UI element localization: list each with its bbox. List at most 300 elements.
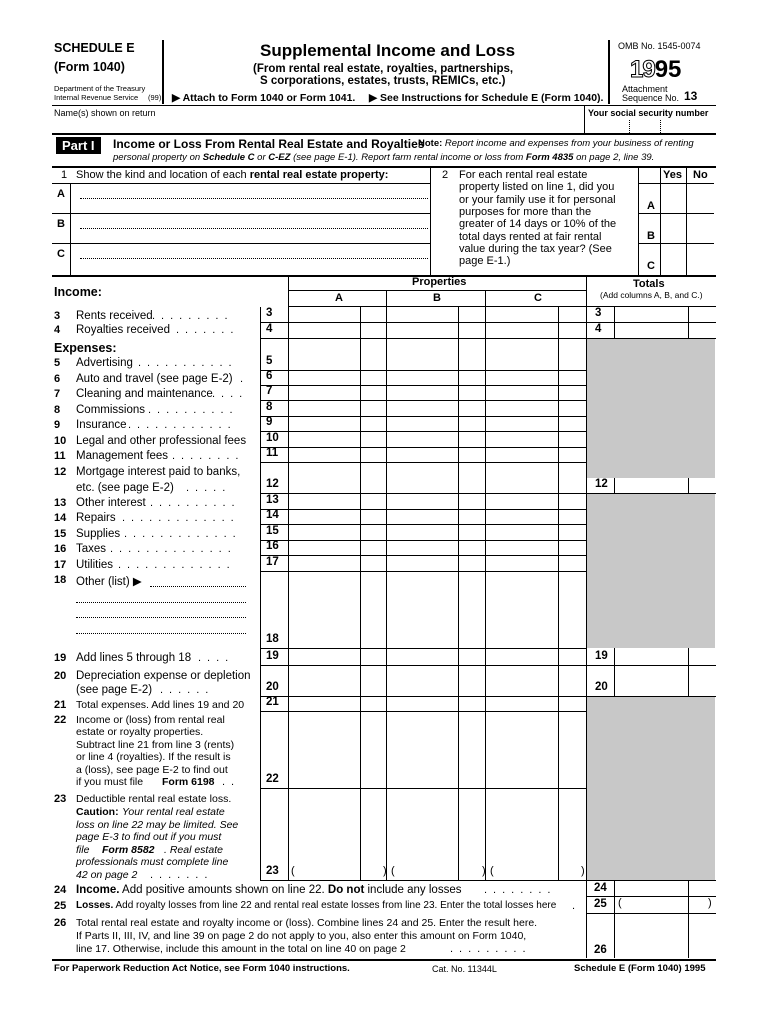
line3-col-a-field[interactable] <box>289 307 385 321</box>
line17-box-num: 17 <box>266 556 279 568</box>
line7-col-a-field[interactable] <box>289 385 385 399</box>
line14-label <box>76 512 116 524</box>
line21-label: Total expenses. Add lines 19 and 20 <box>76 699 245 711</box>
line2-num: 2 <box>442 169 449 181</box>
line5-col-b-field[interactable] <box>387 354 483 369</box>
leader-dots: ........ <box>484 884 557 896</box>
line4-totals-num: 4 <box>595 323 602 335</box>
leader-dots: ............. <box>122 512 240 524</box>
expenses-heading: Expenses: <box>54 341 117 355</box>
line10-col-b-field[interactable] <box>387 431 483 446</box>
line2-text-line: For each rental real estate <box>459 169 588 181</box>
see-instructions: ▶ See Instructions for Schedule E (Form 1040). <box>369 92 604 104</box>
line10-box-num: 10 <box>266 432 279 444</box>
income-heading: Income: <box>54 285 102 299</box>
col-b-heading: B <box>433 292 441 304</box>
line14-label-text: Repairs <box>76 512 116 524</box>
line23-form8582: Form 8582 <box>102 843 155 856</box>
ssn-field[interactable] <box>588 120 714 134</box>
form-subtitle-2: S corporations, estates, trusts, REMICs, etc.) <box>260 75 506 87</box>
line17-num: 17 <box>54 559 67 571</box>
line12-col-c-field[interactable] <box>486 462 582 492</box>
line15-label-text: Supplies <box>76 528 121 540</box>
line20-totals-field[interactable] <box>615 665 714 695</box>
line2-prop-a-yes[interactable] <box>661 184 685 212</box>
line23-line-4: file <box>76 843 90 856</box>
line20-num: 20 <box>54 670 67 682</box>
line12-col-b-field[interactable] <box>387 462 483 492</box>
line8-label-text: Commissions <box>76 404 146 416</box>
line17-col-c-field[interactable] <box>486 555 582 570</box>
note-line2-a: personal property on <box>113 152 201 163</box>
line25-paren-open: ( <box>618 897 622 909</box>
form-id-footer: Schedule E (Form 1040) 1995 <box>574 963 706 974</box>
line11-col-c-field[interactable] <box>486 447 582 461</box>
line22-text-line: a (loss), see page E-2 to find out <box>76 763 228 776</box>
line3-box-num: 3 <box>266 307 273 319</box>
line9-label <box>76 419 127 431</box>
line23-line-3: page E-3 to find out if you must <box>76 831 222 843</box>
line2-text-line: or your family use it for personal <box>459 193 616 206</box>
line2-prop-c-no[interactable] <box>687 244 714 272</box>
line17-col-a-field[interactable] <box>289 555 385 570</box>
line17-label-text: Utilities <box>76 559 114 571</box>
line10-label <box>76 435 246 447</box>
line8-col-b-field[interactable] <box>387 400 483 415</box>
names-field[interactable] <box>54 120 574 134</box>
note-c-ez: C-EZ <box>268 152 291 163</box>
line26-box-num: 26 <box>594 944 607 956</box>
line4-label <box>76 324 170 336</box>
leader-dots: ......... <box>152 310 234 322</box>
line17-label <box>76 559 113 571</box>
line19-col-b-field[interactable] <box>387 648 483 664</box>
line22-text-line: or line 4 (royalties). If the result is <box>76 751 231 764</box>
line21-box-num: 21 <box>266 696 279 708</box>
line2-prop-a-no[interactable] <box>687 184 714 212</box>
line22-text-line: estate or royalty properties. <box>76 726 204 739</box>
line2-text-line: total days rented at fair rental <box>459 230 602 243</box>
line8-col-a-field[interactable] <box>289 400 385 415</box>
form-number: (Form 1040) <box>54 60 125 74</box>
line14-col-a-field[interactable] <box>289 509 385 523</box>
leader-dots: .............. <box>110 543 237 555</box>
line18-label: Other (list) ▶ <box>76 576 142 588</box>
line23-line-1: Your rental real estate <box>122 806 225 818</box>
line15-col-b-field[interactable] <box>387 524 483 539</box>
line9-col-a-field[interactable] <box>289 416 385 430</box>
line16-col-b-field[interactable] <box>387 540 483 554</box>
line26-text-line: If Parts II, III, IV, and line 39 on page 2 do not apply to you, also enter this amount on Form 1040, <box>76 930 527 942</box>
line23-rest: . Real estate <box>164 843 223 856</box>
tax-year-suffix: 95 <box>654 56 682 83</box>
line2-prop-a-label: A <box>647 200 655 212</box>
line13-label-text: Other interest <box>76 497 146 509</box>
line23-box-num: 23 <box>266 865 279 877</box>
part-note <box>418 139 694 150</box>
note-sched-c: Schedule C <box>202 152 255 163</box>
line11-num: 11 <box>54 450 66 462</box>
line14-col-c-field[interactable] <box>486 509 582 523</box>
line3-col-c-field[interactable] <box>486 307 582 321</box>
line1-row-rule <box>52 243 430 244</box>
line13-num: 13 <box>54 497 67 509</box>
line8-num: 8 <box>54 404 61 416</box>
line23-num: 23 <box>54 793 67 805</box>
line3-num: 3 <box>54 310 61 322</box>
line11-label <box>76 450 168 462</box>
leader-dots: . <box>572 900 576 912</box>
leader-dots: ........... <box>138 357 238 369</box>
line23-caution: Caution: <box>76 806 119 818</box>
dept-code: (99) <box>148 93 162 102</box>
line2-text-line: value during the tax year? (See <box>459 242 612 255</box>
ssn-label: Your social security number <box>588 108 709 118</box>
line18-field-1[interactable] <box>150 586 246 587</box>
part-title: Income or Loss From Rental Real Estate and Royalties <box>113 137 425 151</box>
line19-box-num: 19 <box>266 650 279 662</box>
totals-shaded-block <box>587 338 715 478</box>
line8-col-c-field[interactable] <box>486 400 582 415</box>
dept-irs: Internal Revenue Service <box>54 93 139 102</box>
header-rule <box>52 105 716 106</box>
line16-col-c-field[interactable] <box>486 540 582 554</box>
line18-field-extra[interactable] <box>76 602 246 603</box>
line4-col-b-field[interactable] <box>387 322 483 337</box>
line16-num: 16 <box>54 543 67 555</box>
leader-dots: .......... <box>148 404 239 416</box>
note-text: Report income and expenses from your business of renting <box>444 138 694 149</box>
line3-totals-field[interactable] <box>615 307 714 321</box>
note-line2-c: on page 2, line 39. <box>576 152 655 163</box>
leader-dots: ........ <box>172 450 245 462</box>
line9-label-text: Insurance <box>76 419 127 431</box>
line23-paren: ( <box>291 865 295 877</box>
line12-col-a-field[interactable] <box>289 462 385 492</box>
part-note-line2 <box>113 153 654 164</box>
line7-box-num: 7 <box>266 385 273 397</box>
line20-col-b-field[interactable] <box>387 665 483 695</box>
line24-num: 24 <box>54 884 67 896</box>
line17-col-b-field[interactable] <box>387 555 483 570</box>
line2-prop-b-label: B <box>647 230 655 242</box>
line20-col-c-field[interactable] <box>486 665 582 695</box>
line2-prop-c-yes[interactable] <box>661 244 685 272</box>
line24-label-text: Add positive amounts shown on line 22. <box>122 884 325 896</box>
line11-label-text: Management fees <box>76 450 169 462</box>
line1-text: Show the kind and location of each <box>76 169 247 181</box>
line2-text-line: page E-1.) <box>459 255 511 268</box>
line13-col-a-field[interactable] <box>289 493 385 508</box>
line23-paren: ) <box>581 865 585 877</box>
line18-col-c-field[interactable] <box>486 571 582 647</box>
line26-num: 26 <box>54 917 67 929</box>
line8-label <box>76 404 145 416</box>
line1-bold: rental real estate property: <box>249 169 389 181</box>
line4-totals-field[interactable] <box>615 322 714 337</box>
line24-label-text2: include any losses <box>367 884 462 896</box>
ssn-sep-2 <box>660 120 661 133</box>
line9-col-b-field[interactable] <box>387 416 483 430</box>
line21-col-c-field[interactable] <box>486 696 582 710</box>
line9-box-num: 9 <box>266 416 273 428</box>
form-title: Supplemental Income and Loss <box>260 41 516 60</box>
line26-totals-field[interactable] <box>615 914 714 958</box>
catalog-number: Cat. No. 11344L <box>432 964 497 974</box>
note-line2-b: (see page E-1). Report farm rental income or loss from <box>293 152 524 163</box>
line15-num: 15 <box>54 528 67 540</box>
line25-paren-close: ) <box>708 897 712 909</box>
line16-box-num: 16 <box>266 540 279 552</box>
leader-dots: ............. <box>124 528 242 540</box>
line1-right-div <box>430 167 431 275</box>
line1-prop-c-field[interactable] <box>80 258 428 259</box>
line2-prop-b-no[interactable] <box>687 214 714 242</box>
form-subtitle-1: (From rental real estate, royalties, partnerships, <box>253 63 514 75</box>
line9-num: 9 <box>54 419 61 431</box>
line23-line-6: 42 on page 2 <box>76 868 138 881</box>
line10-col-a-field[interactable] <box>289 431 385 446</box>
line14-col-b-field[interactable] <box>387 509 483 523</box>
line22-col-c-field[interactable] <box>486 711 582 787</box>
line12-box-num: 12 <box>266 478 279 490</box>
line23-col-b-field[interactable] <box>387 788 483 879</box>
line15-col-a-field[interactable] <box>289 524 385 539</box>
line25-label-text: Add royalty losses from line 22 and rental real estate losses from line 23. Enter the total losses here <box>115 900 557 911</box>
line16-label <box>76 543 106 555</box>
line7-num: 7 <box>54 388 61 400</box>
line7-label <box>76 388 213 400</box>
line24-label <box>76 884 461 896</box>
line1-prop-a-field[interactable] <box>80 198 428 199</box>
line10-label-text: Legal and other professional fees <box>76 435 247 447</box>
line22-box-num: 22 <box>266 773 279 785</box>
line25-label <box>76 900 556 911</box>
leader-dots: .. <box>222 776 241 788</box>
line16-col-a-field[interactable] <box>289 540 385 554</box>
leader-dots: . <box>240 373 250 385</box>
line21-col-b-field[interactable] <box>387 696 483 710</box>
line23-line-2: loss on line 22 may be limited. See <box>76 818 239 831</box>
line4-col-a-field[interactable] <box>289 322 385 337</box>
line6-label-text: Auto and travel (see page E-2) <box>76 373 233 385</box>
line4-col-c-field[interactable] <box>486 322 582 337</box>
line18-col-a-field[interactable] <box>289 571 385 647</box>
line22-text-line: Income or (loss) from rental real <box>76 714 225 726</box>
leader-dots: .... <box>198 652 235 664</box>
line7-col-c-field[interactable] <box>486 385 582 399</box>
totals-row-rule <box>586 493 716 494</box>
line19-totals-num: 19 <box>595 650 608 662</box>
line2-bottom-rule <box>52 275 716 277</box>
header-divider-right <box>608 40 610 104</box>
line9-col-c-field[interactable] <box>486 416 582 430</box>
line15-label <box>76 528 120 540</box>
line11-box-num: 11 <box>266 447 279 459</box>
line12-label-a: Mortgage interest paid to banks, <box>76 466 241 478</box>
line10-col-c-field[interactable] <box>486 431 582 446</box>
sequence-number: 13 <box>684 89 698 103</box>
attachment-label: Attachment <box>622 84 668 94</box>
leader-dots: ............ <box>128 419 237 431</box>
line23-line-5: professionals must complete line <box>76 856 229 868</box>
line7-col-b-field[interactable] <box>387 385 483 399</box>
line2-text-line: greater of 14 days or 10% of the <box>459 218 617 231</box>
line2-text-line: purposes for more than the <box>459 205 592 218</box>
line20-box-num: 20 <box>266 681 279 693</box>
table-row-rule <box>260 880 586 881</box>
line6-box-num: 6 <box>266 370 273 382</box>
line5-num: 5 <box>54 357 61 369</box>
ssn-divider <box>584 105 585 133</box>
line22-col-a-field[interactable] <box>289 711 385 787</box>
line1-prop-b-field[interactable] <box>80 228 428 229</box>
line12-num: 12 <box>54 466 67 478</box>
line2-prop-b-yes[interactable] <box>661 214 685 242</box>
line23-paren: ) <box>383 865 387 877</box>
line19-totals-field[interactable] <box>615 648 714 664</box>
leader-dots: ......... <box>450 943 532 955</box>
no-header: No <box>693 169 708 181</box>
totals-shaded-block <box>587 493 715 648</box>
line19-num: 19 <box>54 652 67 664</box>
line22-form6198: Form 6198 <box>162 776 215 788</box>
ssn-sep-1 <box>629 120 630 133</box>
leader-dots: ....... <box>150 868 214 881</box>
line5-col-a-field[interactable] <box>289 354 385 369</box>
attach-instruction: ▶ Attach to Form 1040 or Form 1041. <box>172 92 356 104</box>
paperwork-notice: For Paperwork Reduction Act Notice, see Form 1040 instructions. <box>54 963 350 974</box>
line6-num: 6 <box>54 373 61 385</box>
line13-box-num: 13 <box>266 494 279 506</box>
line23-title: Deductible rental real estate loss. <box>76 793 232 805</box>
line1-num: 1 <box>61 169 68 181</box>
col-a-heading: A <box>335 292 343 304</box>
line6-label <box>76 373 233 385</box>
line10-num: 10 <box>54 435 67 447</box>
line25-label-bold: Losses. <box>76 900 114 911</box>
col-c-heading: C <box>534 292 542 304</box>
names-rule <box>52 133 716 135</box>
line1-prop-c-label: C <box>57 248 65 260</box>
line6-col-c-field[interactable] <box>486 370 582 384</box>
line5-box-num: 5 <box>266 355 273 367</box>
line24-box-num: 24 <box>594 882 607 894</box>
line18-col-b-field[interactable] <box>387 571 483 647</box>
properties-heading: Properties <box>412 276 467 288</box>
line23-col-c-field[interactable] <box>486 788 582 879</box>
line16-label-text: Taxes <box>76 543 107 555</box>
sequence-label: Sequence No. <box>622 93 680 103</box>
line23-paren: ( <box>391 865 395 877</box>
totals-row-rule <box>586 338 716 339</box>
line11-col-b-field[interactable] <box>387 447 483 461</box>
tax-year <box>630 56 681 84</box>
line4-label-text: Royalties received <box>76 324 170 336</box>
line2-text-line: property listed on line 1, did you <box>459 181 615 194</box>
line8-box-num: 8 <box>266 401 273 413</box>
line24-do-not: Do not <box>327 884 365 896</box>
line25-totals-field[interactable] <box>615 897 714 912</box>
line1-row-rule <box>52 213 430 214</box>
dept-treasury: Department of the Treasury <box>54 84 146 93</box>
line22-col-b-field[interactable] <box>387 711 483 787</box>
line3-totals-num: 3 <box>595 307 602 319</box>
line1-prop-b-label: B <box>57 218 65 230</box>
line14-box-num: 14 <box>266 509 279 521</box>
line22-num: 22 <box>54 714 67 726</box>
line5-label-text: Advertising <box>76 357 133 369</box>
totals-row-rule <box>586 696 716 697</box>
line18-field-extra[interactable] <box>76 633 246 634</box>
part-rule <box>52 166 716 168</box>
leader-dots: ............. <box>118 559 236 571</box>
line5-label <box>76 357 133 369</box>
line12-label-b: etc. (see page E-2) <box>76 482 174 494</box>
line3-label-text: Rents received <box>76 310 153 322</box>
table-row-rule <box>260 338 586 339</box>
totals-heading: Totals <box>633 278 665 290</box>
leader-dots: ...... <box>160 684 215 696</box>
names-label: Name(s) shown on return <box>54 108 156 118</box>
line20-totals-num: 20 <box>595 681 608 693</box>
line14-num: 14 <box>54 512 67 524</box>
line6-col-a-field[interactable] <box>289 370 385 384</box>
line19-col-c-field[interactable] <box>486 648 582 664</box>
leader-dots: .... <box>212 388 249 400</box>
line7-label-text: Cleaning and maintenance <box>76 388 213 400</box>
properties-rule <box>288 290 586 291</box>
footer-rule <box>52 959 716 961</box>
leader-dots: .......... <box>150 497 241 509</box>
line25-box-num: 25 <box>594 898 607 910</box>
line21-col-a-field[interactable] <box>289 696 385 710</box>
yes-header: Yes <box>663 169 682 181</box>
line15-col-c-field[interactable] <box>486 524 582 539</box>
line11-col-a-field[interactable] <box>289 447 385 461</box>
line13-label <box>76 497 146 509</box>
line23-col-a-field[interactable] <box>289 788 385 879</box>
line18-field-extra[interactable] <box>76 617 246 618</box>
line3-col-b-field[interactable] <box>387 307 483 321</box>
note-form4835: Form 4835 <box>525 152 574 163</box>
line12-totals-num: 12 <box>595 478 608 490</box>
line13-col-b-field[interactable] <box>387 493 483 508</box>
line18-num: 18 <box>54 574 67 586</box>
line5-col-c-field[interactable] <box>486 354 582 369</box>
line13-col-c-field[interactable] <box>486 493 582 508</box>
line1-col-div <box>70 183 71 275</box>
note-label: Note: <box>418 138 443 149</box>
line21-num: 21 <box>54 699 67 711</box>
line1-label <box>76 169 388 182</box>
part-tag: Part I <box>56 137 101 154</box>
line22-text-line: if you must file <box>76 776 144 788</box>
line23-paren: ) <box>482 865 486 877</box>
lines24-26-left <box>586 880 587 958</box>
line24-label-bold: Income. <box>76 884 120 896</box>
line19-label: Add lines 5 through 18 <box>76 652 192 664</box>
schedule-name: SCHEDULE E <box>54 41 135 55</box>
omb-number: OMB No. 1545-0074 <box>618 41 701 51</box>
totals-subheading: (Add columns A, B, and C.) <box>600 290 703 300</box>
line6-col-b-field[interactable] <box>387 370 483 384</box>
line19-col-a-field[interactable] <box>289 648 385 664</box>
line12-totals-field[interactable] <box>615 462 714 492</box>
line20-col-a-field[interactable] <box>289 665 385 695</box>
line20-label-a: Depreciation expense or depletion <box>76 670 251 682</box>
line24-totals-field[interactable] <box>615 881 714 895</box>
